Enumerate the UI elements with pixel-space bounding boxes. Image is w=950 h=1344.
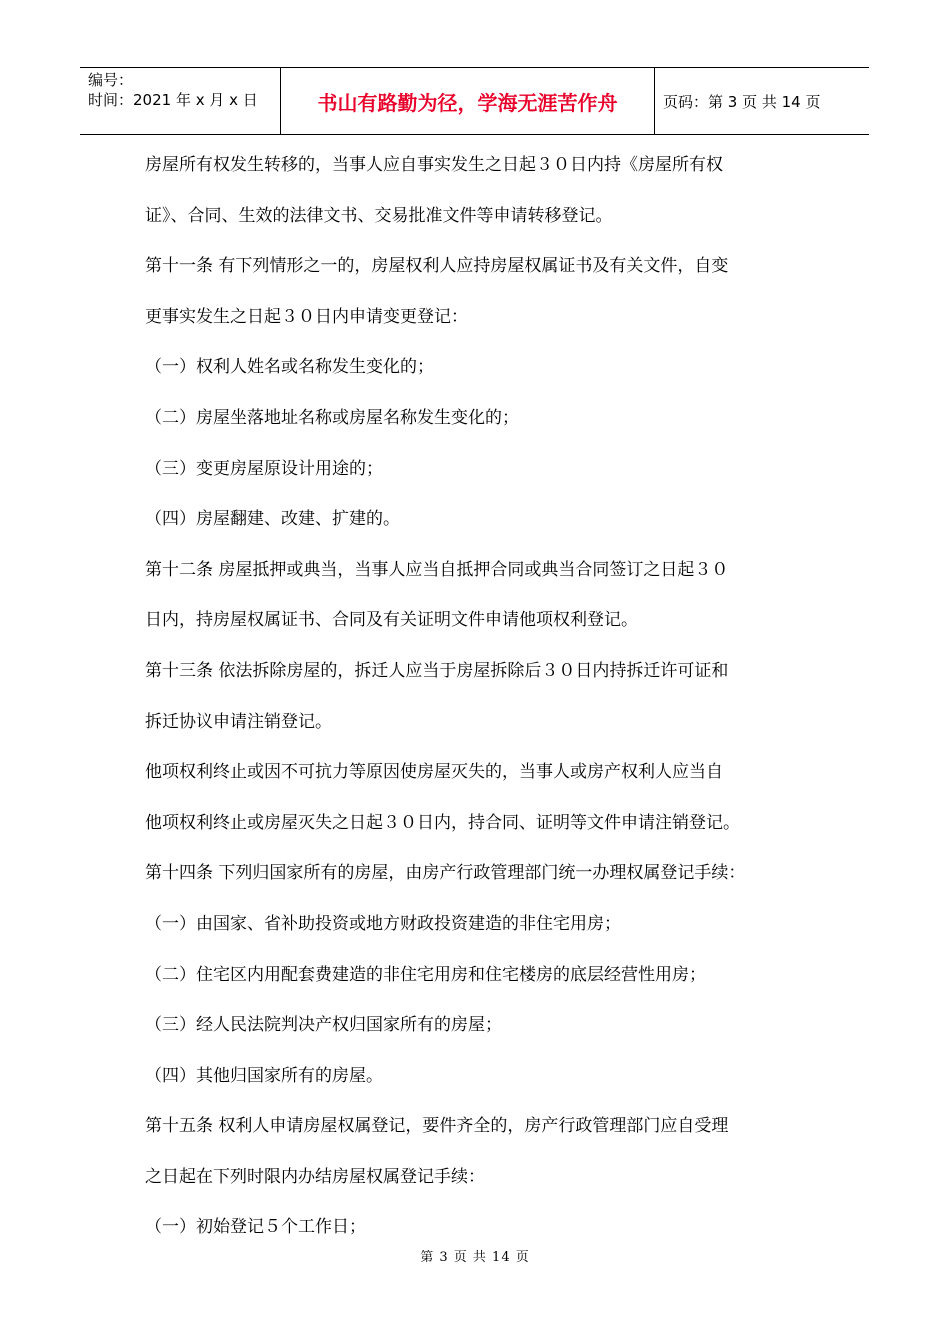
body-line: （一）初始登记５个工作日； <box>145 1217 366 1238</box>
body-line: （三）经人民法院判决产权归国家所有的房屋； <box>145 1015 502 1036</box>
header-page-info: 页码：第 3 页 共 14 页 <box>663 92 821 111</box>
body-line: 拆迁协议申请注销登记。 <box>145 711 332 732</box>
page-header <box>80 67 869 135</box>
body-line: 第十一条 有下列情形之一的，房屋权利人应持房屋权属证书及有关文件，自变 <box>145 256 729 277</box>
body-line: 第十四条 下列归国家所有的房屋，由房产行政管理部门统一办理权属登记手续： <box>145 863 746 884</box>
body-line: 第十三条 依法拆除房屋的，拆迁人应当于房屋拆除后３０日内持拆迁许可证和 <box>145 660 729 681</box>
header-meta <box>80 68 281 134</box>
body-line: （四）房屋翻建、改建、扩建的。 <box>145 509 400 530</box>
body-line: 证》、合同、生效的法律文书、交易批准文件等申请转移登记。 <box>145 205 613 226</box>
body-line: 第十五条 权利人申请房屋权属登记，要件齐全的，房产行政管理部门应自受理 <box>145 1116 729 1137</box>
body-line: 他项权利终止或房屋灭失之日起３０日内，持合同、证明等文件申请注销登记。 <box>145 812 740 833</box>
document-number-label: 编号： <box>88 71 134 89</box>
body-line: （三）变更房屋原设计用途的； <box>145 458 383 479</box>
document-date: 时间：2021 年 x 月 x 日 <box>88 91 258 109</box>
body-line: 第十二条 房屋抵押或典当，当事人应当自抵押合同或典当合同签订之日起３０ <box>145 559 729 580</box>
body-line: 日内，持房屋权属证书、合同及有关证明文件申请他项权利登记。 <box>145 610 638 631</box>
body-line: （二）住宅区内用配套费建造的非住宅用房和住宅楼房的底层经营性用房； <box>145 964 706 985</box>
header-motto: 书山有路勤为径，学海无涯苦作舟 <box>281 68 655 134</box>
body-line: （二）房屋坐落地址名称或房屋名称发生变化的； <box>145 407 519 428</box>
page-footer: 第 3 页 共 14 页 <box>420 1250 530 1265</box>
body-line: （一）由国家、省补助投资或地方财政投资建造的非住宅用房； <box>145 913 621 934</box>
body-line: 更事实发生之日起３０日内申请变更登记： <box>145 306 468 327</box>
body-line: （一）权利人姓名或名称发生变化的； <box>145 357 434 378</box>
body-line: 他项权利终止或因不可抗力等原因使房屋灭失的，当事人或房产权利人应当自 <box>145 762 723 783</box>
body-line: 之日起在下列时限内办结房屋权属登记手续： <box>145 1166 485 1187</box>
document-body <box>145 152 815 1265</box>
body-line: （四）其他归国家所有的房屋。 <box>145 1065 383 1086</box>
body-line: 房屋所有权发生转移的，当事人应自事实发生之日起３０日内持《房屋所有权 <box>145 155 723 175</box>
